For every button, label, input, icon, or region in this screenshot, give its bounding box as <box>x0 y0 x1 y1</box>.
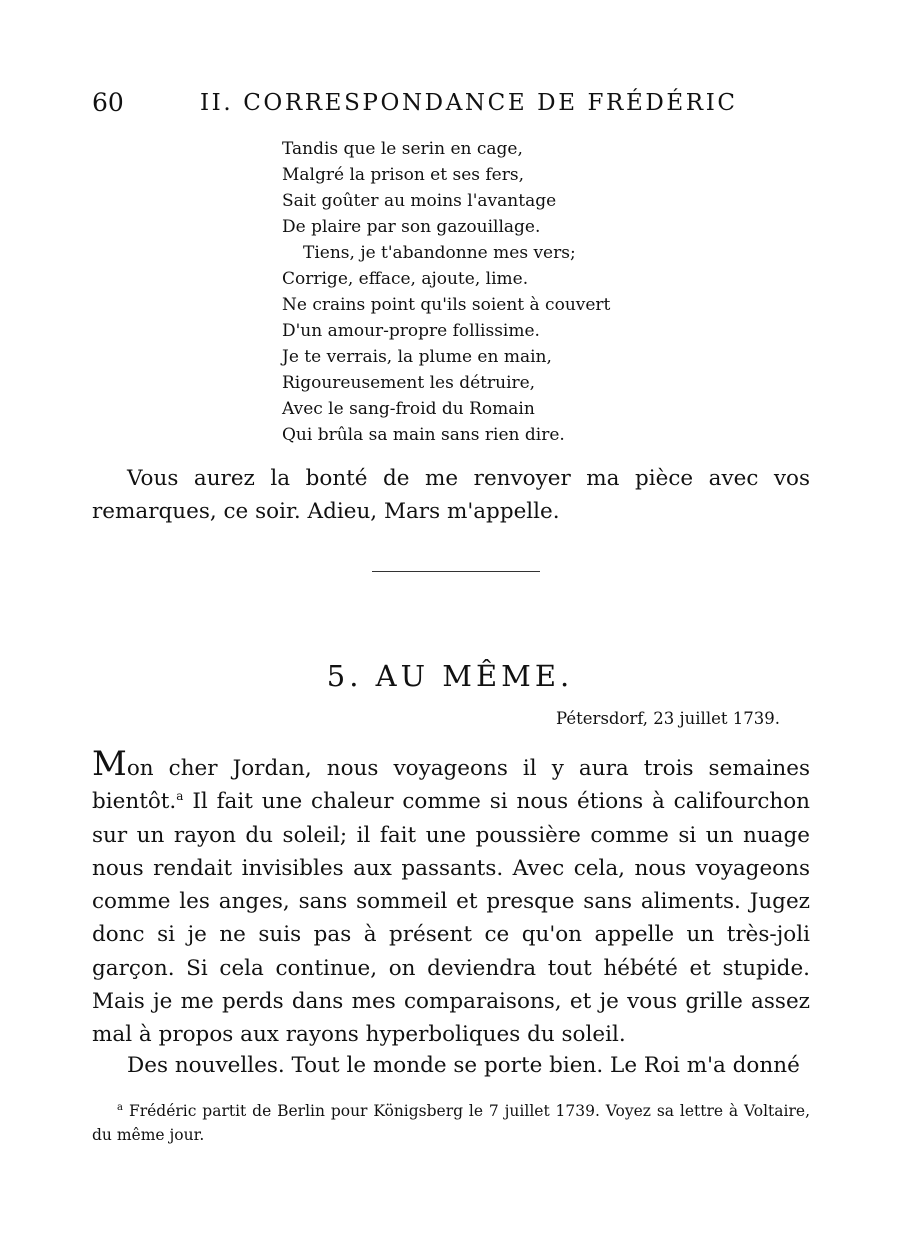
letter-body-text: Il fait une chaleur comme si nous étions à califourchon sur un rayon du soleil; il fait une poussière comme si un nuage nous rendait invisibles aux passants. Avec cela, nous voyageons comme les anges, sans sommeil et presque sans aliments. Jugez donc si je ne suis pas à présent ce qu'on appelle un très-joli garçon. Si cela continue, on deviendra tout hébété et stupide. Mais je me perds dans mes comparaisons, et je vous grille assez mal à propos aux rayons hyperboliques du soleil. <box>92 789 811 1048</box>
closing-paragraph: Vous aurez la bonté de me renvoyer ma pièce avec vos remarques, ce soir. Adieu, Mars m'appelle. <box>92 466 810 524</box>
poem-line: Je te verrais, la plume en main, <box>282 347 552 367</box>
poem-line: Tandis que le serin en cage, <box>282 139 523 159</box>
section-divider <box>372 571 540 572</box>
footnote-mark: a <box>117 1101 123 1113</box>
page-number: 60 <box>92 88 124 117</box>
poem-line: Tiens, je t'abandonne mes vers; <box>303 243 576 263</box>
footnote-text: Frédéric partit de Berlin pour Königsberg le 7 juillet 1739. Voyez sa lettre à Voltaire, du même jour. <box>92 1102 810 1144</box>
poem-line: Ne crains point qu'ils soient à couvert <box>282 295 611 315</box>
poem-line: De plaire par son gazouillage. <box>282 217 541 237</box>
letter-body-paragraph <box>92 744 811 1052</box>
letter-dateline: Pétersdorf, 23 juillet 1739. <box>556 709 780 728</box>
poem-line: Rigoureusement les détruire, <box>282 373 536 393</box>
letter-second-paragraph: Des nouvelles. Tout le monde se porte bien. Le Roi m'a donné <box>127 1053 800 1078</box>
poem-line: Qui brûla sa main sans rien dire. <box>282 425 565 445</box>
poem-line: Corrige, efface, ajoute, lime. <box>282 269 529 289</box>
poem-line: D'un amour-propre follissime. <box>282 321 540 341</box>
letter-title: 5. AU MÊME. <box>326 659 574 693</box>
poem-line: Malgré la prison et ses fers, <box>282 165 525 185</box>
drop-cap: M <box>92 744 127 784</box>
poem-line: Sait goûter au moins l'avantage <box>282 191 557 211</box>
letter-opening-sentence: on cher Jordan, nous voyageons il y aura trois semaines bientôt. <box>92 756 810 815</box>
poem-stanza <box>282 136 682 448</box>
footnote <box>92 1099 810 1147</box>
footnote-reference[interactable]: a <box>176 789 184 804</box>
running-head: II. CORRESPONDANCE DE FRÉDÉRIC <box>200 90 738 116</box>
poem-line: Avec le sang-froid du Romain <box>282 399 535 419</box>
